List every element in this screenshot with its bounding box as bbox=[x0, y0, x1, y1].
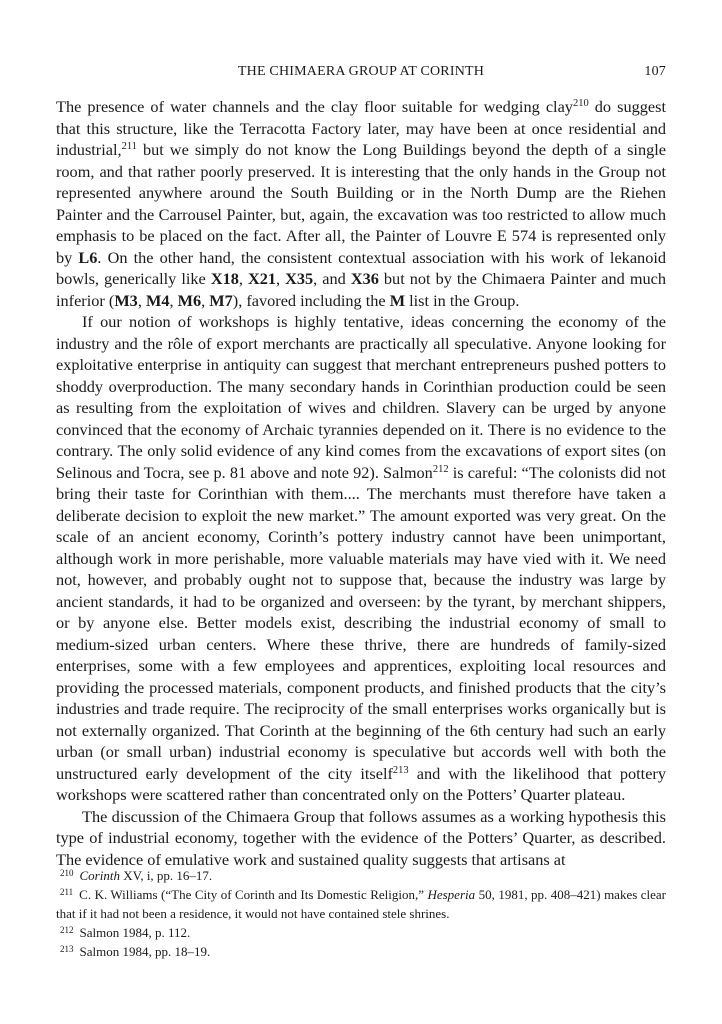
footnote-italic-title: Hesperia bbox=[427, 887, 476, 902]
footnote-213 bbox=[56, 942, 666, 961]
running-head bbox=[56, 64, 666, 86]
footnote-212 bbox=[56, 923, 666, 942]
footnote-number: 210 bbox=[60, 868, 74, 878]
footnote-text: 50, 1981, pp. 408–421) makes clear that if it had not been a residence, it would not have contained stele shrines. bbox=[56, 887, 667, 921]
footnote-text: C. K. Williams (“The City of Corinth and Its Domestic Religion,” bbox=[79, 887, 428, 902]
catalog-ref-x36: X36 bbox=[350, 269, 379, 288]
paragraph-3: The discussion of the Chimaera Group that follows assumes as a working hypothesis this type of industrial economy, together with the evidence of the Potters’ Quarter, as described. The evidence of emulative work and sustained quality suggests that artisans at bbox=[56, 806, 666, 869]
footnote-ref-212[interactable]: 212 bbox=[432, 463, 449, 475]
footnote-ref-211[interactable]: 211 bbox=[121, 141, 137, 152]
footnote-number: 211 bbox=[60, 887, 74, 897]
catalog-ref-m4: M4 bbox=[145, 290, 170, 310]
footnote-text: Salmon 1984, p. 112. bbox=[79, 925, 191, 940]
footnotes bbox=[56, 866, 666, 961]
catalog-ref-m7: M7 bbox=[209, 290, 233, 310]
footnote-text: XV, i, pp. 16–17. bbox=[119, 868, 213, 883]
footnote-number: 213 bbox=[60, 944, 74, 954]
footnote-italic-title: Corinth bbox=[79, 868, 120, 883]
footnote-ref-210[interactable]: 210 bbox=[572, 98, 589, 109]
page-number: 107 bbox=[644, 64, 666, 79]
catalog-ref-l6: L6 bbox=[78, 247, 98, 267]
footnote-211 bbox=[56, 885, 666, 923]
footnote-number: 212 bbox=[60, 925, 74, 935]
catalog-ref-x21: X21 bbox=[247, 269, 277, 288]
paragraph-1: The presence of water channels and the clay floor suitable for wedging clay$^{210}$ do suggest that this structure, like the Terracotta Factory later, may have been at once residential and industrial,$^{211}$ but we simply do not know the Long Buildings beyond the depth of a single room, and that rather poorly preserved. It is interesting that the only hands in the Group not represented anywhere around the South Building or in the North Dump are the Riehen Painter and the Carrousel Painter, but, again, the excavation was too restricted to allow much emphasis to be placed on the fact. After all, the Painter of Louvre E 574 is represented only by L6. On the other hand, the consistent contextual association with his work of lekanoid bowls, generically like X18, X21, X35, and X36 but not by the Chimaera Painter and much inferior (M3, M4, M6, M7), favored including the M list in the Group. bbox=[56, 97, 667, 310]
footnote-text: Salmon 1984, pp. 18–19. bbox=[79, 944, 211, 959]
catalog-ref-m-list: M bbox=[389, 290, 406, 310]
footnote-ref-213[interactable]: 213 bbox=[392, 764, 409, 776]
paragraph-2: If our notion of workshops is highly tentative, ideas concerning the economy of the industry and the rôle of export merchants are practically all speculative. Anyone looking for exploitative enterprise in antiquity can suggest that merchant entrepreneurs pushed potters to shoddy overproduction. The many secondary hands in Corinthian production could be seen as resulting from the exploitation of wives and children. Slavery can be urged by anyone convinced that the economy of Archaic tyrannies depended on it. There is no evidence to the contrary. The only solid evidence of any kind comes from the excavations of export sites (on Selinous and Tocra, see p. 81 above and note 92). Salmon$^{212}$ is careful: “The colonists did not bring their taste for Corinthian with them.... The merchants must therefore have taken a deliberate decision to exploit the new market.” The amount exported was very great. On the scale of an ancient economy, Corinth’s pottery industry cannot have been unimportant, although work in more perishable, more valuable materials may have vied with it. We need not, however, and probably ought not to suppose that, because the industry was large by ancient standards, it had to be organized and overseen: by the tyrant, by merchant shippers, or by anyone else. Better models exist, describing the industrial economy of small to medium-sized urban centers. Where these thrive, there are hundreds of family-sized enterprises, some with a few employees and apprentices, exploiting local resources and providing the processed materials, component products, and finished products that the city’s industries and trade require. The reciprocity of the small enterprises works organically but is not externally organized. That Corinth at the beginning of the 6th century had such an early urban (or small urban) industrial economy is speculative but accords well with both the unstructured early development of the city itself$^{213}$ and with the likelihood that pottery workshops were scattered rather than concentrated only on the Potters’ Quarter plateau. bbox=[56, 312, 667, 804]
body-text bbox=[56, 96, 666, 870]
catalog-ref-m3: M3 bbox=[114, 290, 138, 310]
catalog-ref-x35: X35 bbox=[285, 269, 314, 288]
catalog-ref-x18: X18 bbox=[210, 269, 239, 288]
running-title: THE CHIMAERA GROUP AT CORINTH bbox=[237, 64, 485, 79]
footnote-210 bbox=[56, 866, 666, 885]
catalog-ref-m6: M6 bbox=[177, 290, 202, 310]
